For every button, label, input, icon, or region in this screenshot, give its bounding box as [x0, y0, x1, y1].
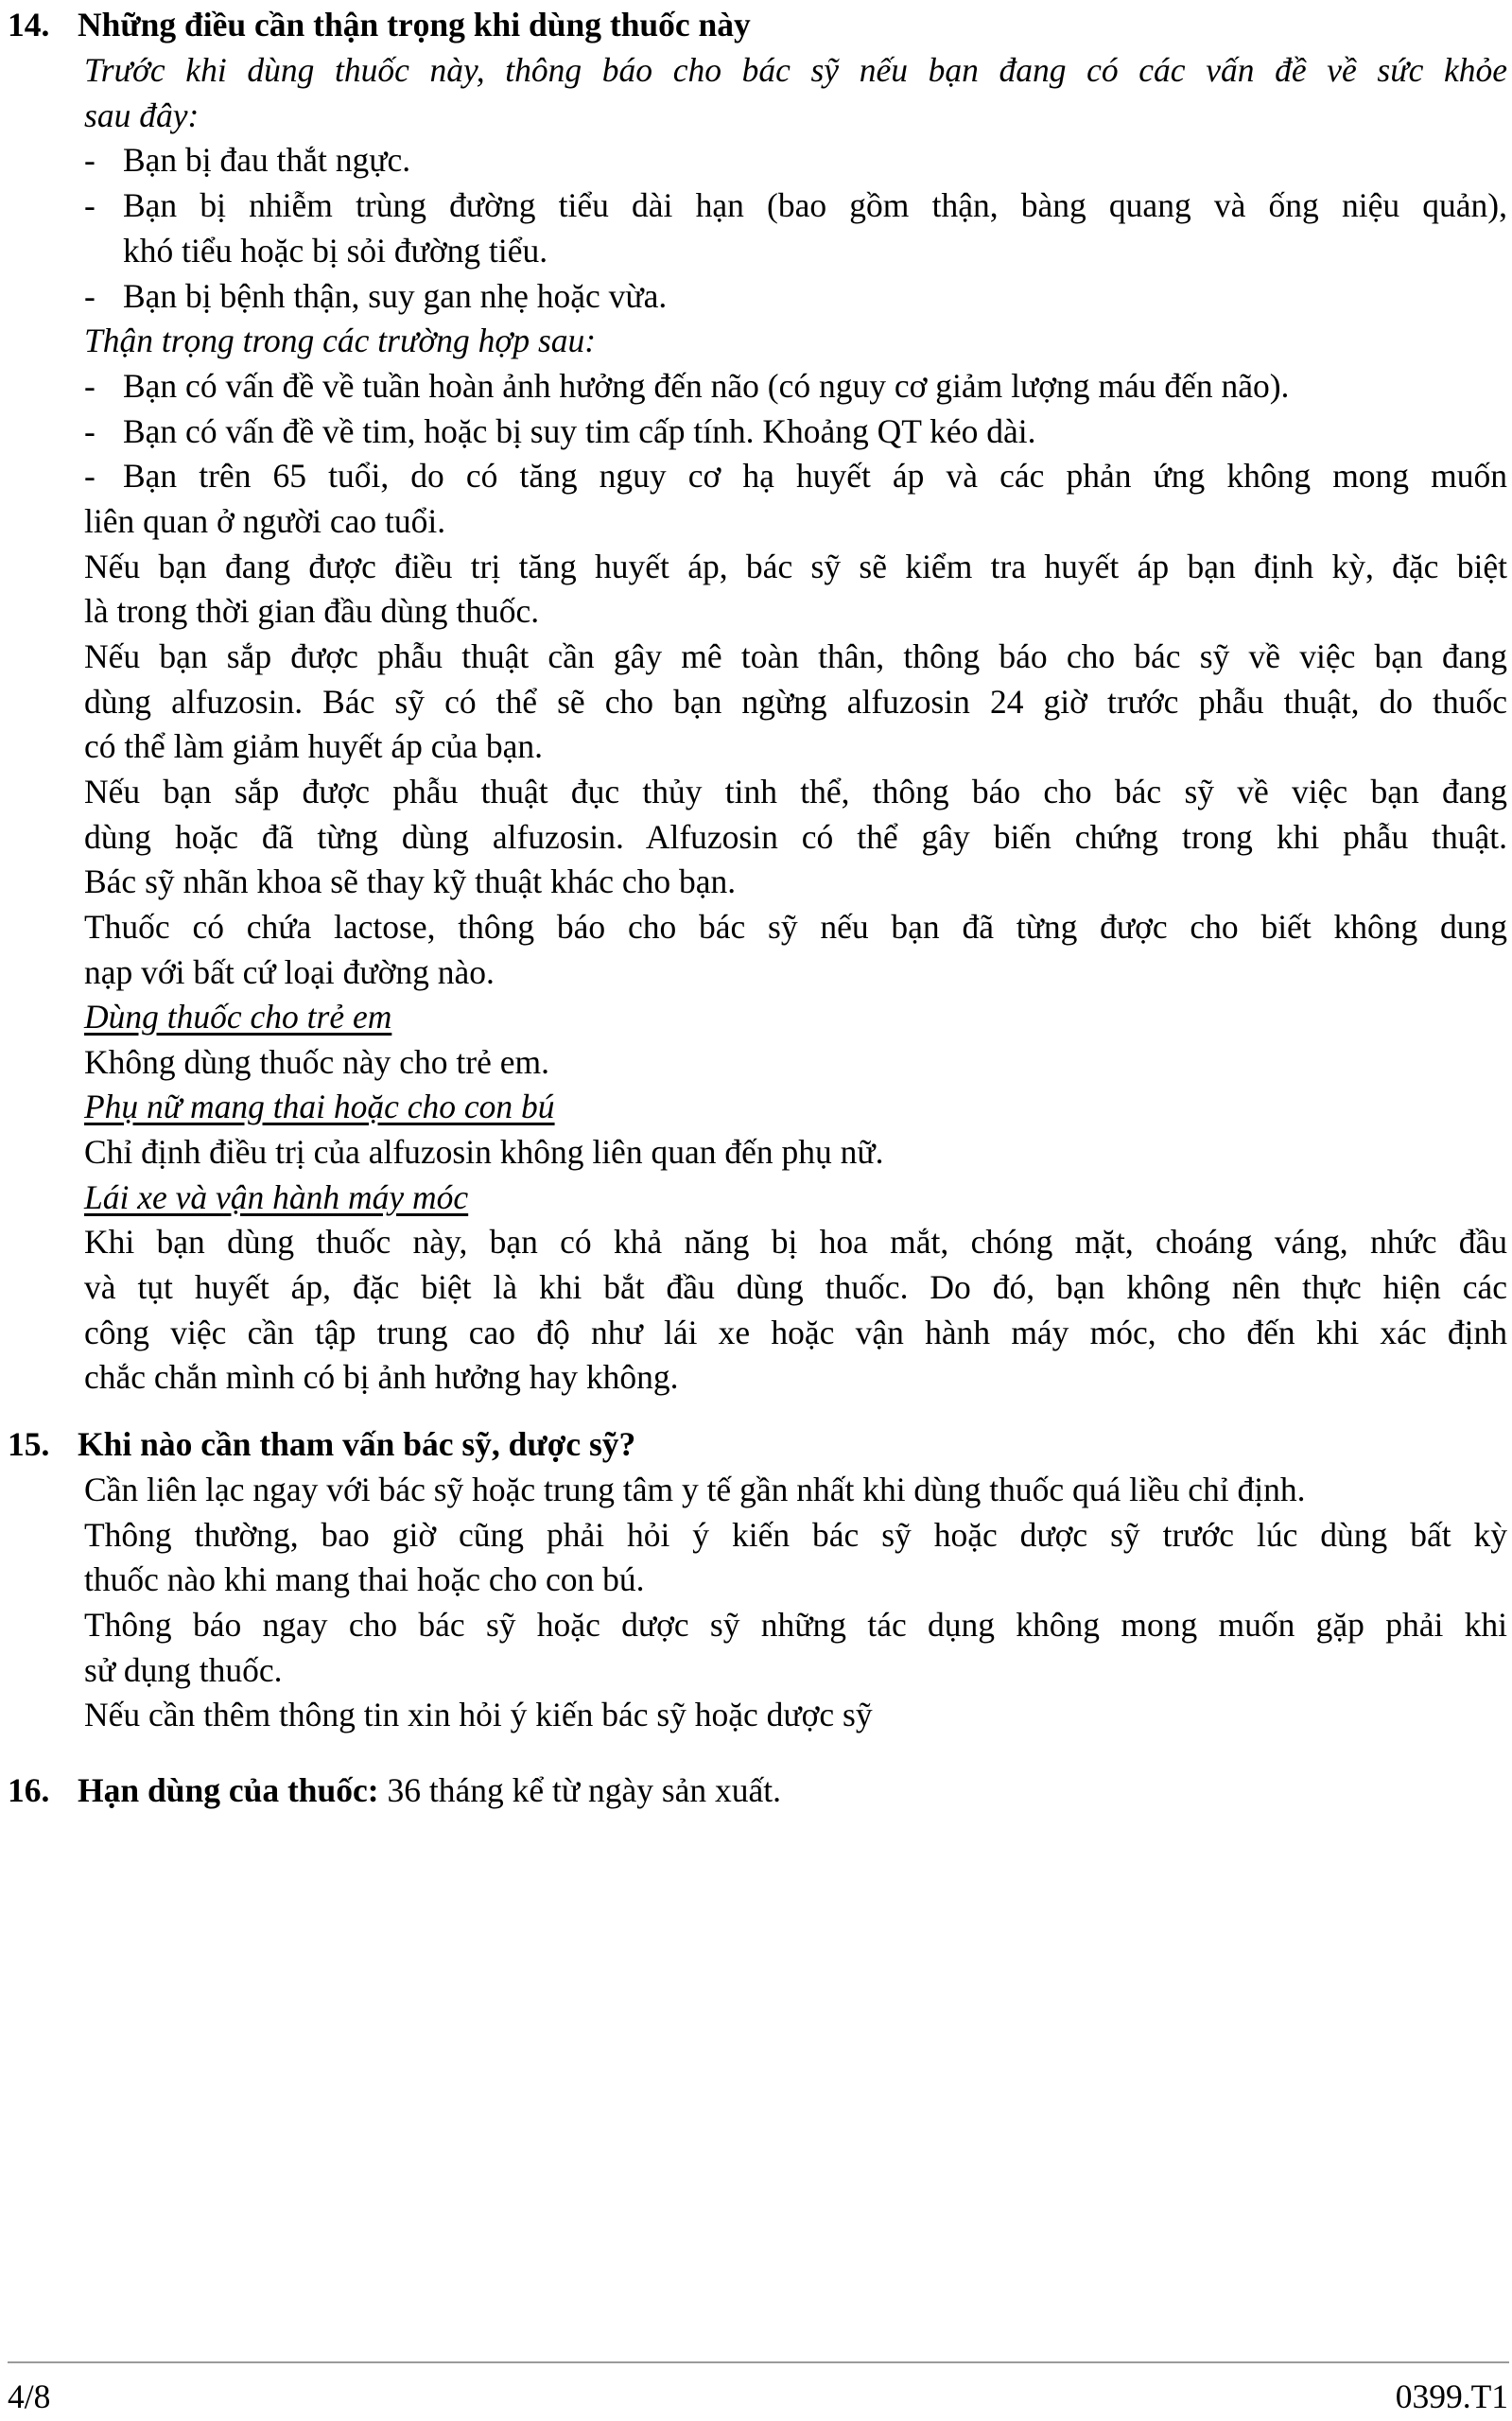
paragraph-anesthesia-line-1: Nếu bạn sắp được phẫu thuật cần gây mê toàn thân, thông báo cho bác sỹ về việc bạn đang [84, 637, 1507, 675]
paragraph-cataract-line-1: Nếu bạn sắp được phẫu thuật đục thủy tinh thể, thông báo cho bác sỹ về việc bạn đang [84, 773, 1507, 810]
footer-divider [8, 2361, 1509, 2363]
section-15-number: 15. [8, 1425, 50, 1463]
section-15-heading [8, 1421, 1431, 1467]
paragraph-cataract-line-3: Bác sỹ nhãn khoa sẽ thay kỹ thuật khác cho bạn. [84, 862, 737, 900]
footer-page-number: 4/8 [8, 2377, 51, 2415]
paragraph-hypertension-line-1: Nếu bạn đang được điều trị tăng huyết áp, bác sỹ sẽ kiểm tra huyết áp bạn định kỳ, đặc biệt [84, 548, 1507, 585]
children-subheading-row [84, 994, 1507, 1039]
children-text: Không dùng thuốc này cho trẻ em. [84, 1043, 549, 1081]
bullet-dash: - [84, 457, 96, 495]
section-14-heading [8, 2, 1431, 47]
section-14-intro-line-1: Trước khi dùng thuốc này, thông báo cho bác sỹ nếu bạn đang có các vấn đề về sức khỏe [84, 51, 1507, 89]
bullet-dash: - [84, 277, 96, 315]
section-14-intro-line-2: sau đây: [84, 96, 200, 134]
driving-subheading: Lái xe và vận hành máy móc [84, 1178, 469, 1216]
caution-item-continued: liên quan ở người cao tuổi. [84, 502, 446, 540]
driving-text-line-3: công việc cần tập trung cao độ như lái xe hoặc vận hành máy móc, cho đến khi xác định [84, 1314, 1507, 1351]
children-subheading: Dùng thuốc cho trẻ em [84, 998, 392, 1036]
pregnancy-subheading: Phụ nữ mang thai hoặc cho con bú [84, 1088, 555, 1125]
section-16-text: 36 tháng kể từ ngày sản xuất. [378, 1771, 782, 1809]
driving-text-line-2: và tụt huyết áp, đặc biệt là khi bắt đầu dùng thuốc. Do đó, bạn không nên thực hiện các [84, 1268, 1507, 1306]
driving-text-line-1: Khi bạn dùng thuốc này, bạn có khả năng bị hoa mắt, chóng mặt, choáng váng, nhức đầu [84, 1223, 1507, 1261]
paragraph-hypertension-line-2: là trong thời gian đầu dùng thuốc. [84, 592, 540, 630]
driving-text-line-4: chắc chắn mình có bị ảnh hưởng hay không. [84, 1358, 679, 1396]
condition-item: - Bạn bị đau thắt ngực. [84, 137, 1507, 183]
driving-subheading-row [84, 1175, 1507, 1220]
section-16-heading [8, 1768, 1431, 1813]
caution-item: - Bạn có vấn đề về tim, hoặc bị suy tim cấp tính. Khoảng QT kéo dài. [84, 409, 1507, 454]
consult-line-3: Thông báo ngay cho bác sỹ hoặc dược sỹ những tác dụng không mong muốn gặp phải khi [84, 1606, 1507, 1644]
consult-line-2: Thông thường, bao giờ cũng phải hỏi ý kiến bác sỹ hoặc dược sỹ trước lúc dùng bất kỳ [84, 1516, 1507, 1554]
footer-document-code: 0399.T1 [1395, 2377, 1508, 2415]
bullet-dash: - [84, 367, 96, 405]
consult-line-4: Nếu cần thêm thông tin xin hỏi ý kiến bác sỹ hoặc dược sỹ [84, 1696, 873, 1733]
condition-item-continued: khó tiểu hoặc bị sỏi đường tiểu. [123, 232, 548, 270]
section-14-number: 14. [8, 6, 50, 44]
paragraph-lactose-line-2: nạp với bất cứ loại đường nào. [84, 953, 495, 991]
bullet-dash: - [84, 141, 96, 179]
paragraph-anesthesia-line-2: dùng alfuzosin. Bác sỹ có thể sẽ cho bạn ngừng alfuzosin 24 giờ trước phẫu thuật, do thuốc [84, 683, 1507, 721]
consult-line-3-continued: sử dụng thuốc. [84, 1651, 283, 1689]
section-16-number: 16. [8, 1771, 50, 1809]
caution-item: - Bạn có vấn đề về tuần hoàn ảnh hưởng đến não (có nguy cơ giảm lượng máu đến não). [84, 363, 1507, 409]
pregnancy-text: Chỉ định điều trị của alfuzosin không liên quan đến phụ nữ. [84, 1133, 884, 1171]
caution-item: - Bạn trên 65 tuổi, do có tăng nguy cơ hạ huyết áp và các phản ứng không mong muốn [84, 453, 1507, 498]
bullet-dash: - [84, 186, 96, 224]
paragraph-anesthesia-line-3: có thể làm giảm huyết áp của bạn. [84, 727, 543, 765]
condition-item: - Bạn bị nhiễm trùng đường tiểu dài hạn (bao gồm thận, bàng quang và ống niệu quản), [84, 183, 1507, 228]
section-14-title: Những điều cần thận trọng khi dùng thuốc này [78, 6, 751, 44]
section-16-title: Hạn dùng của thuốc: [78, 1771, 379, 1809]
condition-item: - Bạn bị bệnh thận, suy gan nhẹ hoặc vừa. [84, 273, 1507, 319]
paragraph-cataract-line-2: dùng hoặc đã từng dùng alfuzosin. Alfuzosin có thể gây biến chứng trong khi phẫu thuật. [84, 818, 1507, 856]
paragraph-lactose-line-1: Thuốc có chứa lactose, thông báo cho bác sỹ nếu bạn đã từng được cho biết không dung [84, 908, 1507, 946]
consult-line-1: Cần liên lạc ngay với bác sỹ hoặc trung tâm y tế gần nhất khi dùng thuốc quá liều chỉ định. [84, 1471, 1306, 1508]
section-15-title: Khi nào cần tham vấn bác sỹ, dược sỹ? [78, 1425, 636, 1463]
pregnancy-subheading-row [84, 1084, 1507, 1129]
bullet-dash: - [84, 412, 96, 450]
caution-subheading: Thận trọng trong các trường hợp sau: [84, 322, 597, 359]
consult-line-2-continued: thuốc nào khi mang thai hoặc cho con bú. [84, 1560, 645, 1598]
